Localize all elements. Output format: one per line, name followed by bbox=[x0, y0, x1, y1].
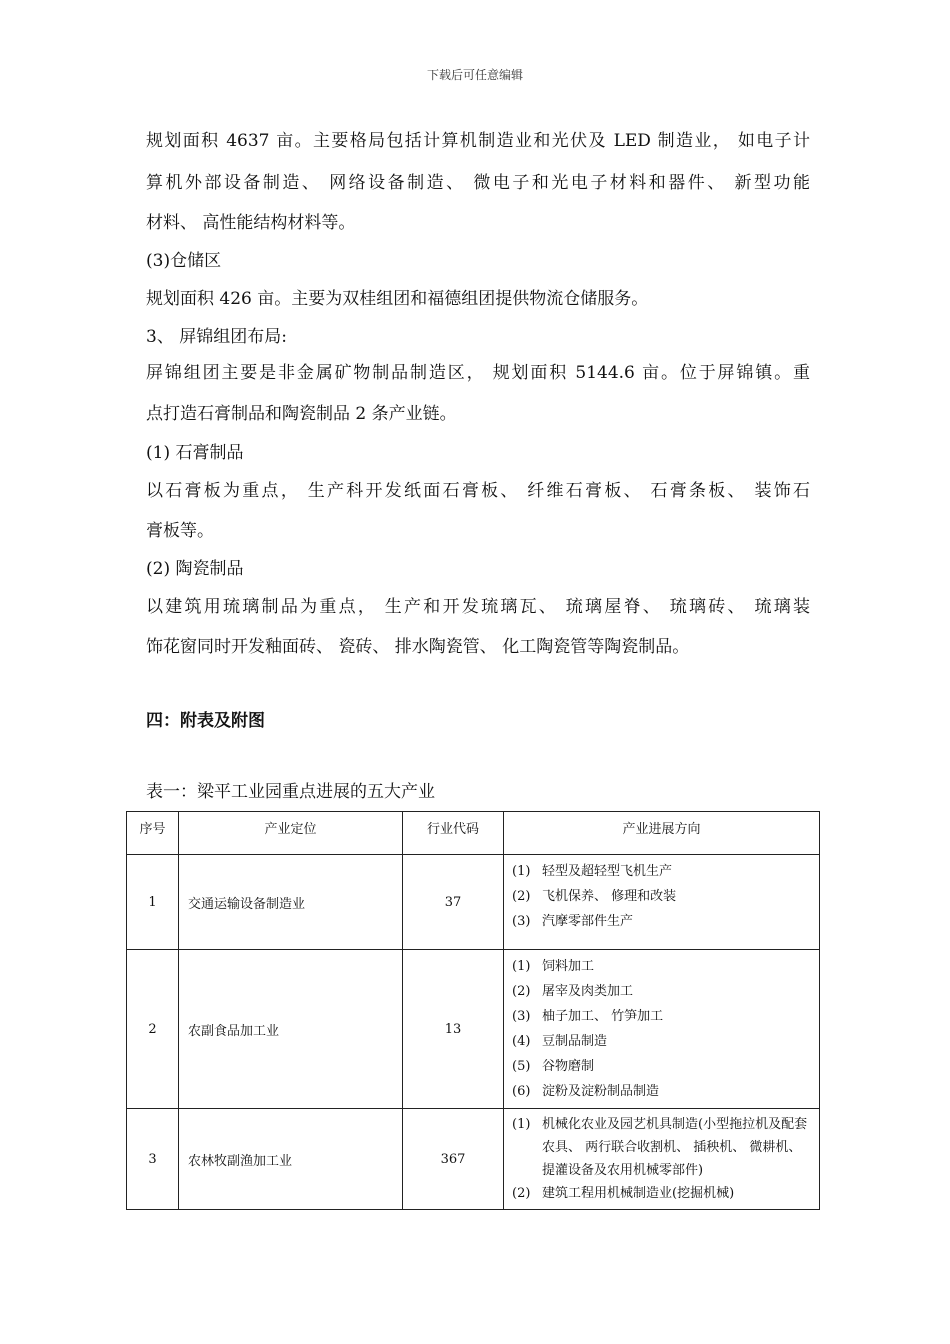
header-positioning: 产业定位 bbox=[179, 812, 403, 855]
cell-positioning: 农副食品加工业 bbox=[179, 950, 403, 1109]
paragraph-line: 屏锦组团主要是非金属矿物制品制造区， 规划面积 5144.6 亩。位于屏锦镇。重 bbox=[146, 363, 810, 383]
cell-positioning: 农林牧副渔加工业 bbox=[179, 1109, 403, 1210]
item-number: (5) bbox=[512, 1059, 531, 1074]
cell-direction bbox=[504, 1109, 820, 1210]
direction-list bbox=[504, 1109, 819, 1209]
paragraph-line: 点打造石膏制品和陶瓷制品 2 条产业链。 bbox=[146, 404, 457, 424]
paragraph-line: 规划面积 4637 亩。主要格局包括计算机制造业和光伏及 LED 制造业， 如电子计 bbox=[146, 131, 810, 151]
item-number: (4) bbox=[512, 1034, 531, 1049]
header-no: 序号 bbox=[127, 812, 179, 855]
page-header-note: 下载后可任意编辑 bbox=[426, 68, 523, 82]
table-row bbox=[127, 950, 820, 1109]
item-text: 豆制品制造 bbox=[542, 1034, 608, 1049]
cell-direction bbox=[504, 855, 820, 950]
item-number: (3) bbox=[512, 914, 531, 929]
item-text: 饲料加工 bbox=[542, 959, 595, 974]
item-text: 柚子加工、 竹笋加工 bbox=[542, 1009, 664, 1024]
direction-item bbox=[512, 1182, 813, 1205]
item-text: 谷物磨制 bbox=[542, 1059, 595, 1074]
item-number: (1) bbox=[512, 1117, 531, 1132]
direction-item bbox=[512, 909, 813, 934]
item-number: (2) bbox=[512, 889, 531, 904]
paragraph-line: 饰花窗同时开发釉面砖、 瓷砖、 排水陶瓷管、 化工陶瓷管等陶瓷制品。 bbox=[146, 637, 690, 657]
cell-no: 2 bbox=[127, 950, 179, 1109]
section-title: 四：附表及附图 bbox=[146, 711, 265, 731]
cell-no: 1 bbox=[127, 855, 179, 950]
item-text: 汽摩零部件生产 bbox=[542, 914, 634, 929]
cell-code: 367 bbox=[403, 1109, 504, 1210]
table-header-row bbox=[127, 812, 820, 855]
item-number: (6) bbox=[512, 1084, 531, 1099]
direction-item bbox=[512, 1029, 813, 1054]
item-text: 淀粉及淀粉制品制造 bbox=[542, 1084, 660, 1099]
subheading-storage-area: (3)仓储区 bbox=[146, 251, 222, 271]
item-number: (1) bbox=[512, 864, 531, 879]
cell-direction bbox=[504, 950, 820, 1109]
item-number: (2) bbox=[512, 984, 531, 999]
header-code: 行业代码 bbox=[403, 812, 504, 855]
direction-item bbox=[512, 859, 813, 884]
direction-item bbox=[512, 954, 813, 979]
cell-no: 3 bbox=[127, 1109, 179, 1210]
subheading-ceramic-products: (2) 陶瓷制品 bbox=[146, 559, 244, 579]
cell-code: 37 bbox=[403, 855, 504, 950]
direction-list bbox=[504, 855, 819, 938]
paragraph-line: 以建筑用琉璃制品为重点， 生产和开发琉璃瓦、 琉璃屋脊、 琉璃砖、 琉璃装 bbox=[146, 597, 810, 617]
direction-list bbox=[504, 950, 819, 1108]
table-row bbox=[127, 855, 820, 950]
direction-item bbox=[512, 884, 813, 909]
paragraph-line: 算机外部设备制造、 网络设备制造、 微电子和光电子材料和器件、 新型功能 bbox=[146, 173, 810, 193]
paragraph-line: 膏板等。 bbox=[146, 521, 214, 541]
direction-item bbox=[512, 1004, 813, 1029]
table-caption: 表一：梁平工业园重点进展的五大产业 bbox=[146, 782, 435, 802]
item-text: 建筑工程用机械制造业(挖掘机械) bbox=[542, 1186, 735, 1201]
cell-code: 13 bbox=[403, 950, 504, 1109]
paragraph-line: 规划面积 426 亩。主要为双桂组团和福德组团提供物流仓储服务。 bbox=[146, 289, 649, 309]
header-direction: 产业进展方向 bbox=[504, 812, 820, 855]
direction-item bbox=[512, 979, 813, 1004]
item-number: (2) bbox=[512, 1186, 531, 1201]
item-text: 飞机保养、 修理和改装 bbox=[542, 889, 677, 904]
subheading-gypsum-products: (1) 石膏制品 bbox=[146, 443, 244, 463]
paragraph-line: 材料、 高性能结构材料等。 bbox=[146, 213, 356, 233]
paragraph-line: 以石膏板为重点， 生产科开发纸面石膏板、 纤维石膏板、 石膏条板、 装饰石 bbox=[146, 481, 810, 501]
subheading-pingjin-layout: 3、 屏锦组团布局: bbox=[146, 327, 287, 347]
item-text: 屠宰及肉类加工 bbox=[542, 984, 634, 999]
direction-item bbox=[512, 1113, 813, 1182]
item-text: 机械化农业及园艺机具制造(小型拖拉机及配套农具、 两行联合收割机、 插秧机、 微耕机、 提灌设备及农用机械零部件) bbox=[542, 1117, 808, 1178]
item-number: (1) bbox=[512, 959, 531, 974]
direction-item bbox=[512, 1054, 813, 1079]
cell-positioning: 交通运输设备制造业 bbox=[179, 855, 403, 950]
industry-table bbox=[126, 811, 820, 1210]
direction-item bbox=[512, 1079, 813, 1104]
item-number: (3) bbox=[512, 1009, 531, 1024]
table-row bbox=[127, 1109, 820, 1210]
item-text: 轻型及超轻型飞机生产 bbox=[542, 864, 673, 879]
